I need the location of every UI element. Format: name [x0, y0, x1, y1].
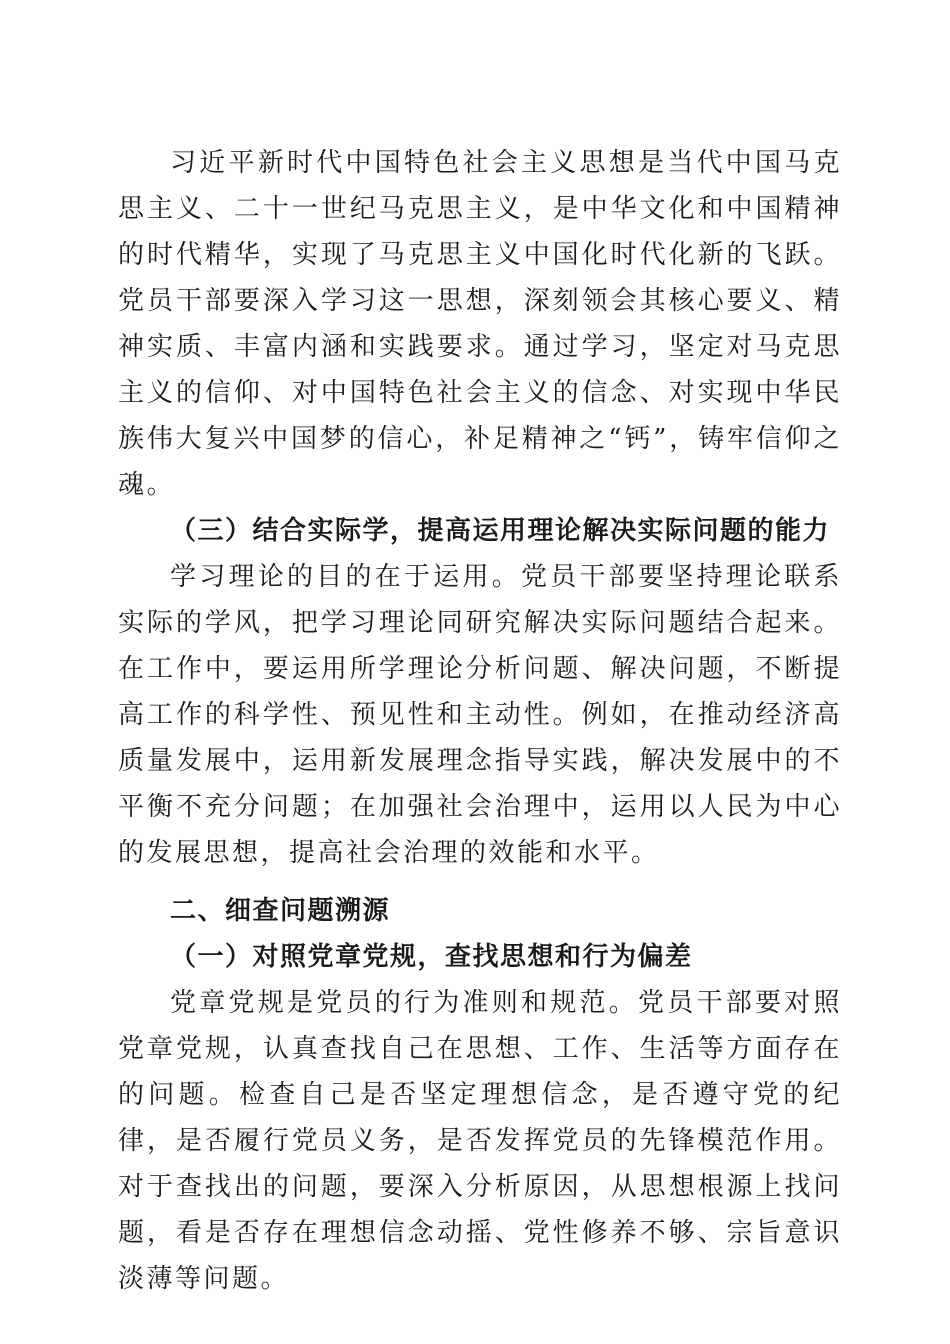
paragraph-theory-application: 学习理论的目的在于运用。党员干部要坚持理论联系实际的学风，把学习理论同研究解决实际问题结合起来。在工作中，要运用所学理论分析问题、解决问题，不断提高工作的科学性、预见性和主动性。例如，在推动经济高质量发展中，运用新发展理念指导实践，解决发展中的不平衡不充分问题；在加强社会治理中，运用以人民为中心的发展思想，提高社会治理的效能和水平。 [118, 562, 842, 868]
subheading-party-constitution: （一）对照党章党规，查找思想和行为偏差 [170, 942, 693, 972]
paragraph-xi-thought: 习近平新时代中国特色社会主义思想是当代中国马克思主义、二十一世纪马克思主义，是中华文化和中国精神的时代精华，实现了马克思主义中国化时代化新的飞跃。党员干部要深入学习这一思想，深刻领会其核心要义、精神实质、丰富内涵和实践要求。通过学习，坚定对马克思主义的信仰、对中国特色社会主义的信念、对实现中华民族伟大复兴中国梦的信心，补足精神之“钙”，铸牢信仰之魂。 [118, 148, 842, 500]
subheading-combine-practice: （三）结合实际学，提高运用理论解决实际问题的能力 [170, 516, 831, 546]
heading-examine-problems: 二、细查问题溯源 [170, 896, 391, 926]
document-body [118, 140, 842, 1302]
paragraph-party-rules: 党章党规是党员的行为准则和规范。党员干部要对照党章党规，认真查找自己在思想、工作、生活等方面存在的问题。检查自己是否坚定理想信念，是否遵守党的纪律，是否履行党员义务，是否发挥党员的先锋模范作用。对于查找出的问题，要深入分析原因，从思想根源上找问题，看是否存在理想信念动摇、党性修养不够、宗旨意识淡薄等问题。 [118, 988, 842, 1294]
